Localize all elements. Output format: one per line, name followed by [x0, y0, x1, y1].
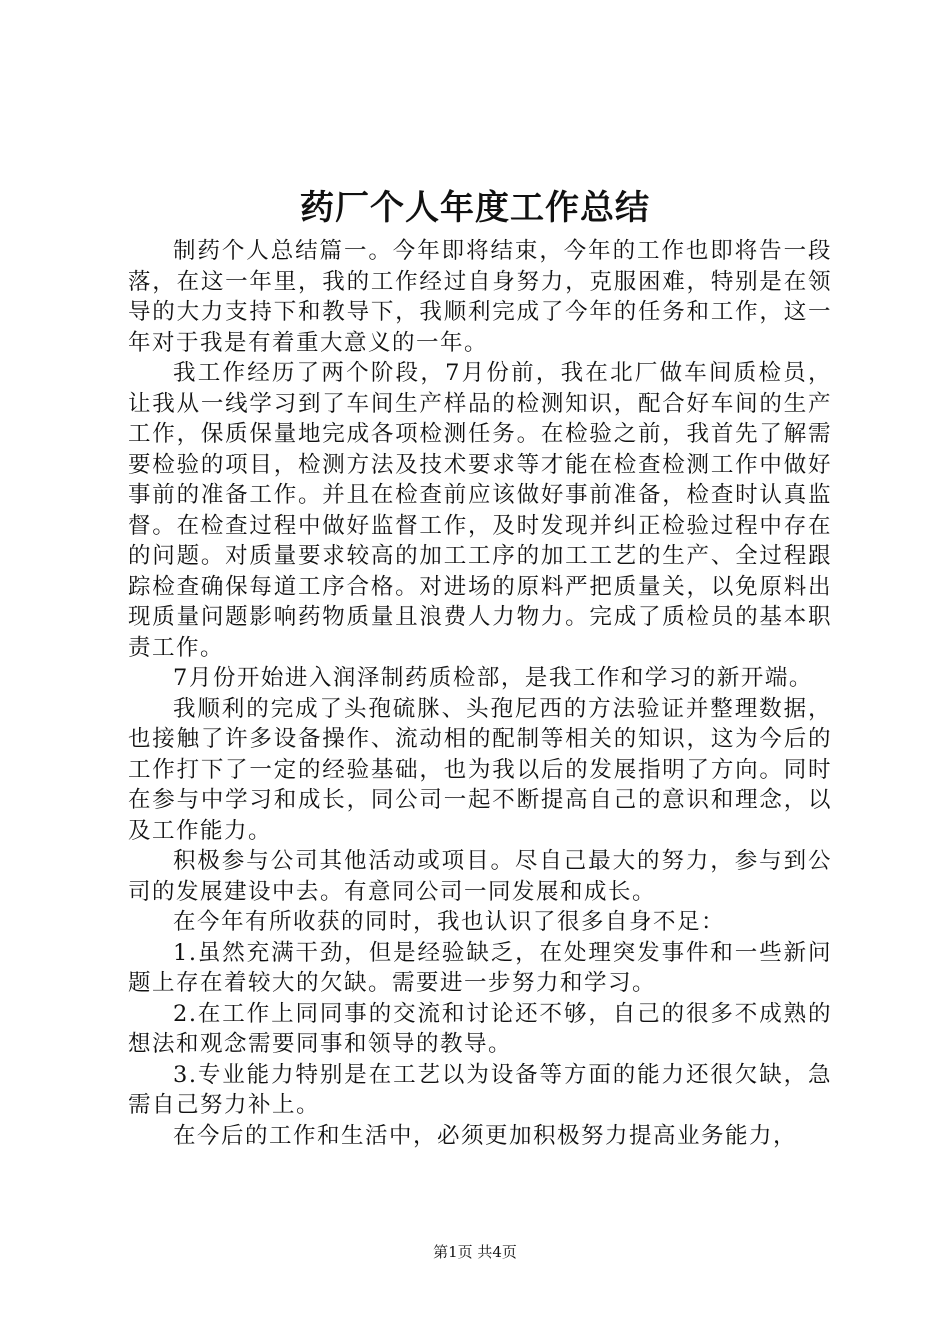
page-footer: 第1页 共4页: [433, 1243, 517, 1261]
list-item-2: 2.在工作上同同事的交流和讨论还不够，自己的很多不成熟的想法和观念需要同事和领导的教导。: [128, 1000, 832, 1057]
list-item-1: 1.虽然充满干劲，但是经验缺乏，在处理突发事件和一些新问题上存在着较大的欠缺。需要进一步努力和学习。: [128, 939, 832, 996]
paragraph-3: 7月份开始进入润泽制药质检部，是我工作和学习的新开端。: [173, 665, 813, 691]
paragraph-6: 在今年有所收获的同时，我也认识了很多自身不足：: [173, 909, 726, 935]
list-item-3: 3.专业能力特别是在工艺以为设备等方面的能力还很欠缺，急需自己努力补上。: [128, 1061, 832, 1118]
paragraph-5: 积极参与公司其他活动或项目。尽自己最大的努力，参与到公司的发展建设中去。有意同公司一同发展和成长。: [128, 848, 832, 905]
paragraph-4: 我顺利的完成了头孢硫脒、头孢尼西的方法验证并整理数据，也接触了许多设备操作、流动相的配制等相关的知识，这为今后的工作打下了一定的经验基础，也为我以后的发展指明了方向。同时在参与中学习和成长，同公司一起不断提高自己的意识和理念，以及工作能力。: [128, 695, 832, 844]
paragraph-7: 在今后的工作和生活中，必须更加积极努力提高业务能力，: [173, 1122, 798, 1149]
paragraph-1: 制药个人总结篇一。今年即将结束，今年的工作也即将告一段落，在这一年里，我的工作经过自身努力，克服困难，特别是在领导的大力支持下和教导下，我顺利完成了今年的任务和工作，这一年对于我是有着重大意义的一年。: [128, 238, 832, 356]
paragraph-2: 我工作经历了两个阶段，7月份前，我在北厂做车间质检员，让我从一线学习到了车间生产样品的检测知识，配合好车间的生产工作，保质保量地完成各项检测任务。在检验之前，我首先了解需要检验的项目，检测方法及技术要求等才能在检查检测工作中做好事前的准备工作。并且在检查前应该做好事前准备，检查时认真监督。在检查过程中做好监督工作，及时发现并纠正检验过程中存在的问题。对质量要求较高的加工工序的加工工艺的生产、全过程跟踪检查确保每道工序合格。对进场的原料严把质量关，以免原料出现质量问题影响药物质量且浪费人力物力。完成了质检员的基本职责工作。: [128, 360, 832, 661]
document-title: 药厂个人年度工作总结: [300, 188, 650, 228]
document-body: [128, 236, 832, 1151]
